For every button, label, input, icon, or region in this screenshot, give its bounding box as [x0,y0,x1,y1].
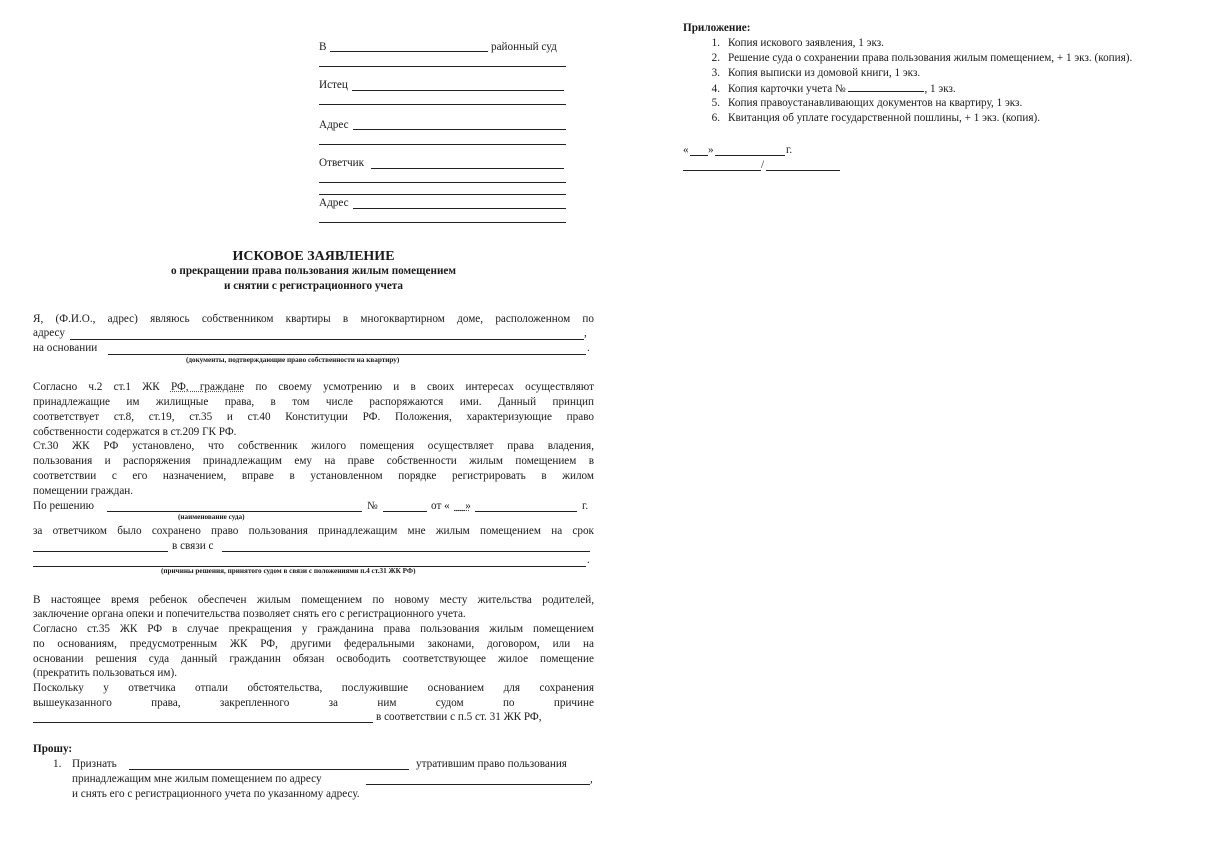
attachment-text: Копия правоустанавливающих документов на квартиру, 1 экз. [728,97,1023,109]
ownership-docs-caption: (документы, подтверждающие право собственности на квартиру) [186,356,400,364]
attachment-text: Квитанция об уплате государственной пошлины, + 1 экз. (копия). [728,112,1041,124]
date-close-quote: » [708,144,714,156]
request-address-label: принадлежащим мне жилым помещением по адресу [72,773,322,785]
reason-period: . [587,554,590,566]
defendant-label: Ответчик [319,157,365,169]
attachment-number: 4. [711,83,720,95]
decision-date-day[interactable]: __» [454,500,471,512]
request-deregister-text: и снять его с регистрационного учета по указанному адресу. [72,788,360,800]
owner-address-field[interactable] [70,339,584,340]
reason-label: в связи с [172,540,214,552]
paragraph-line: (прекратить пользоваться им). [33,667,178,679]
paragraph-text: по своему усмотрению и в своих интересах осуществляют [255,381,595,393]
attachment-item [700,96,1022,111]
reason-caption: (причины решения, принятого судом в связи с положениями п.4 ст.31 ЖК РФ) [161,567,416,575]
plaintiff-address-label: Адрес [319,119,349,131]
paragraph-text: Согласно ч.2 ст.1 ЖК [33,381,160,393]
attachment-text: , 1 экз. [924,83,956,95]
document-subtitle-line2: и снятии с регистрационного учета [223,280,404,292]
attachments-heading: Приложение: [683,22,751,34]
plaintiff-field[interactable] [352,90,564,91]
court-prefix: В [319,41,327,53]
date-month-field[interactable] [715,155,785,156]
intro-basis-label: на основании [33,342,98,354]
defendant-field-line3[interactable] [319,194,566,195]
date-day-field[interactable] [690,155,708,156]
request-comma: , [590,773,593,785]
court-name-caption: (наименование суда) [178,513,245,521]
decision-year-suffix: г. [582,500,589,512]
paragraph-line: соответствии с его назначением, вправе в установленном порядке регистрировать в жилом [33,470,594,482]
document-title: ИСКОВОЕ ЗАЯВЛЕНИЕ [232,249,395,264]
signature-name-field[interactable] [766,170,840,171]
paragraph-line: заключение органа опеки и попечительства позволяет снять его с регистрационного учета. [33,608,466,620]
request-recognize-label: Признать [72,758,117,770]
court-name-field-line2[interactable] [319,66,566,67]
decision-number-field[interactable] [383,511,427,512]
court-name-field[interactable] [330,51,488,52]
intro-period: . [587,342,590,354]
paragraph-line: Поскольку у ответчика отпали обстоятельства, послужившие основанием для сохранения [33,682,594,694]
term-field[interactable] [33,551,168,552]
paragraph-text-underlined: РФ, граждане [170,381,245,393]
reason-field[interactable] [222,551,590,552]
document-subtitle-line1: о прекращении права пользования жилым помещением [170,265,457,277]
defendant-name-field[interactable] [129,769,409,770]
plaintiff-address-field-line2[interactable] [319,144,566,145]
ownership-docs-field[interactable] [108,354,586,355]
attachment-number: 5. [711,97,720,109]
attachment-item [700,51,1132,66]
date-year-suffix: г. [786,144,793,156]
court-suffix: районный суд [491,41,557,53]
paragraph-line: пользования и распоряжения принадлежащим ему на праве собственности жилым помещением в [33,455,594,467]
paragraph-line: соответствует ст.8, ст.19, ст.35 и ст.40 Конституции РФ. Положения, характеризующие право [33,411,594,423]
property-address-field[interactable] [366,784,590,785]
paragraph-line: в соответствии с п.5 ст. 31 ЖК РФ, [376,711,542,723]
decision-date-field[interactable] [475,511,577,512]
decision-label: По решению [33,500,94,512]
defendant-address-label: Адрес [319,197,349,209]
plaintiff-address-field[interactable] [353,129,566,130]
attachment-text: Копия выписки из домовой книги, 1 экз. [728,67,921,79]
defendant-address-field[interactable] [353,208,566,209]
attachment-text: Копия карточки учета № [728,83,846,95]
defendant-address-field-line2[interactable] [319,222,566,223]
intro-comma: , [584,327,587,339]
attachment-item [700,36,884,51]
plaintiff-field-line2[interactable] [319,104,566,105]
defendant-field[interactable] [371,168,564,169]
date-open-quote: « [683,144,689,156]
request-item-number: 1. [53,758,62,770]
attachment-item [700,66,920,81]
signature-field[interactable] [683,170,761,171]
grounds-reason-field[interactable] [33,722,373,723]
request-lost-right-text: утратившим право пользования [416,758,567,770]
attachment-number: 2. [711,52,720,64]
paragraph-line: основании решения суда данный гражданин обязан освободить соответствующее жилое помещение [33,653,594,665]
registration-card-number-field[interactable] [848,81,924,92]
decision-number-label: № [367,500,378,512]
intro-line: Я, (Ф.И.О., адрес) являюсь собственником квартиры в многоквартирном доме, расположенном по [33,313,594,325]
paragraph-line: принадлежащие им жилищные права, в том числе распоряжаются ими. Данный принцип [33,396,594,408]
paragraph-line: по основаниям, предусмотренным ЖК РФ, другими федеральными законами, договором, или на [33,638,594,650]
decision-date-open: от « [431,500,450,512]
attachment-item [700,111,1040,126]
intro-address-label: адресу [33,327,65,339]
paragraph-line: помещении граждан. [33,485,134,497]
paragraph-line [33,381,594,394]
paragraph-line: вышеуказанного права, закрепленного за ним судом по причине [33,697,594,709]
court-name-field[interactable] [107,511,362,512]
attachment-item [700,81,956,97]
request-heading: Прошу: [33,743,73,755]
signature-separator: / [761,159,765,171]
attachment-number: 3. [711,67,720,79]
paragraph-line: Согласно ст.35 ЖК РФ в случае прекращения у гражданина права пользования жилым помещением [33,623,594,635]
attachment-number: 6. [711,112,720,124]
attachment-number: 1. [711,37,720,49]
paragraph-line: собственности содержатся в ст.209 ГК РФ. [33,426,237,438]
plaintiff-label: Истец [319,79,348,91]
attachment-text: Решение суда о сохранении права пользования жилым помещением, + 1 экз. (копия). [728,52,1133,64]
attachment-text: Копия искового заявления, 1 экз. [728,37,884,49]
paragraph-line: за ответчиком было сохранено право пользования принадлежащим мне жилым помещением на срок [33,525,594,537]
paragraph-line: В настоящее время ребенок обеспечен жилым помещением по новому месту жительства родителей, [33,594,594,606]
paragraph-line: Ст.30 ЖК РФ установлено, что собственник жилого помещения осуществляет права владения, [33,440,594,452]
defendant-field-line2[interactable] [319,182,566,183]
